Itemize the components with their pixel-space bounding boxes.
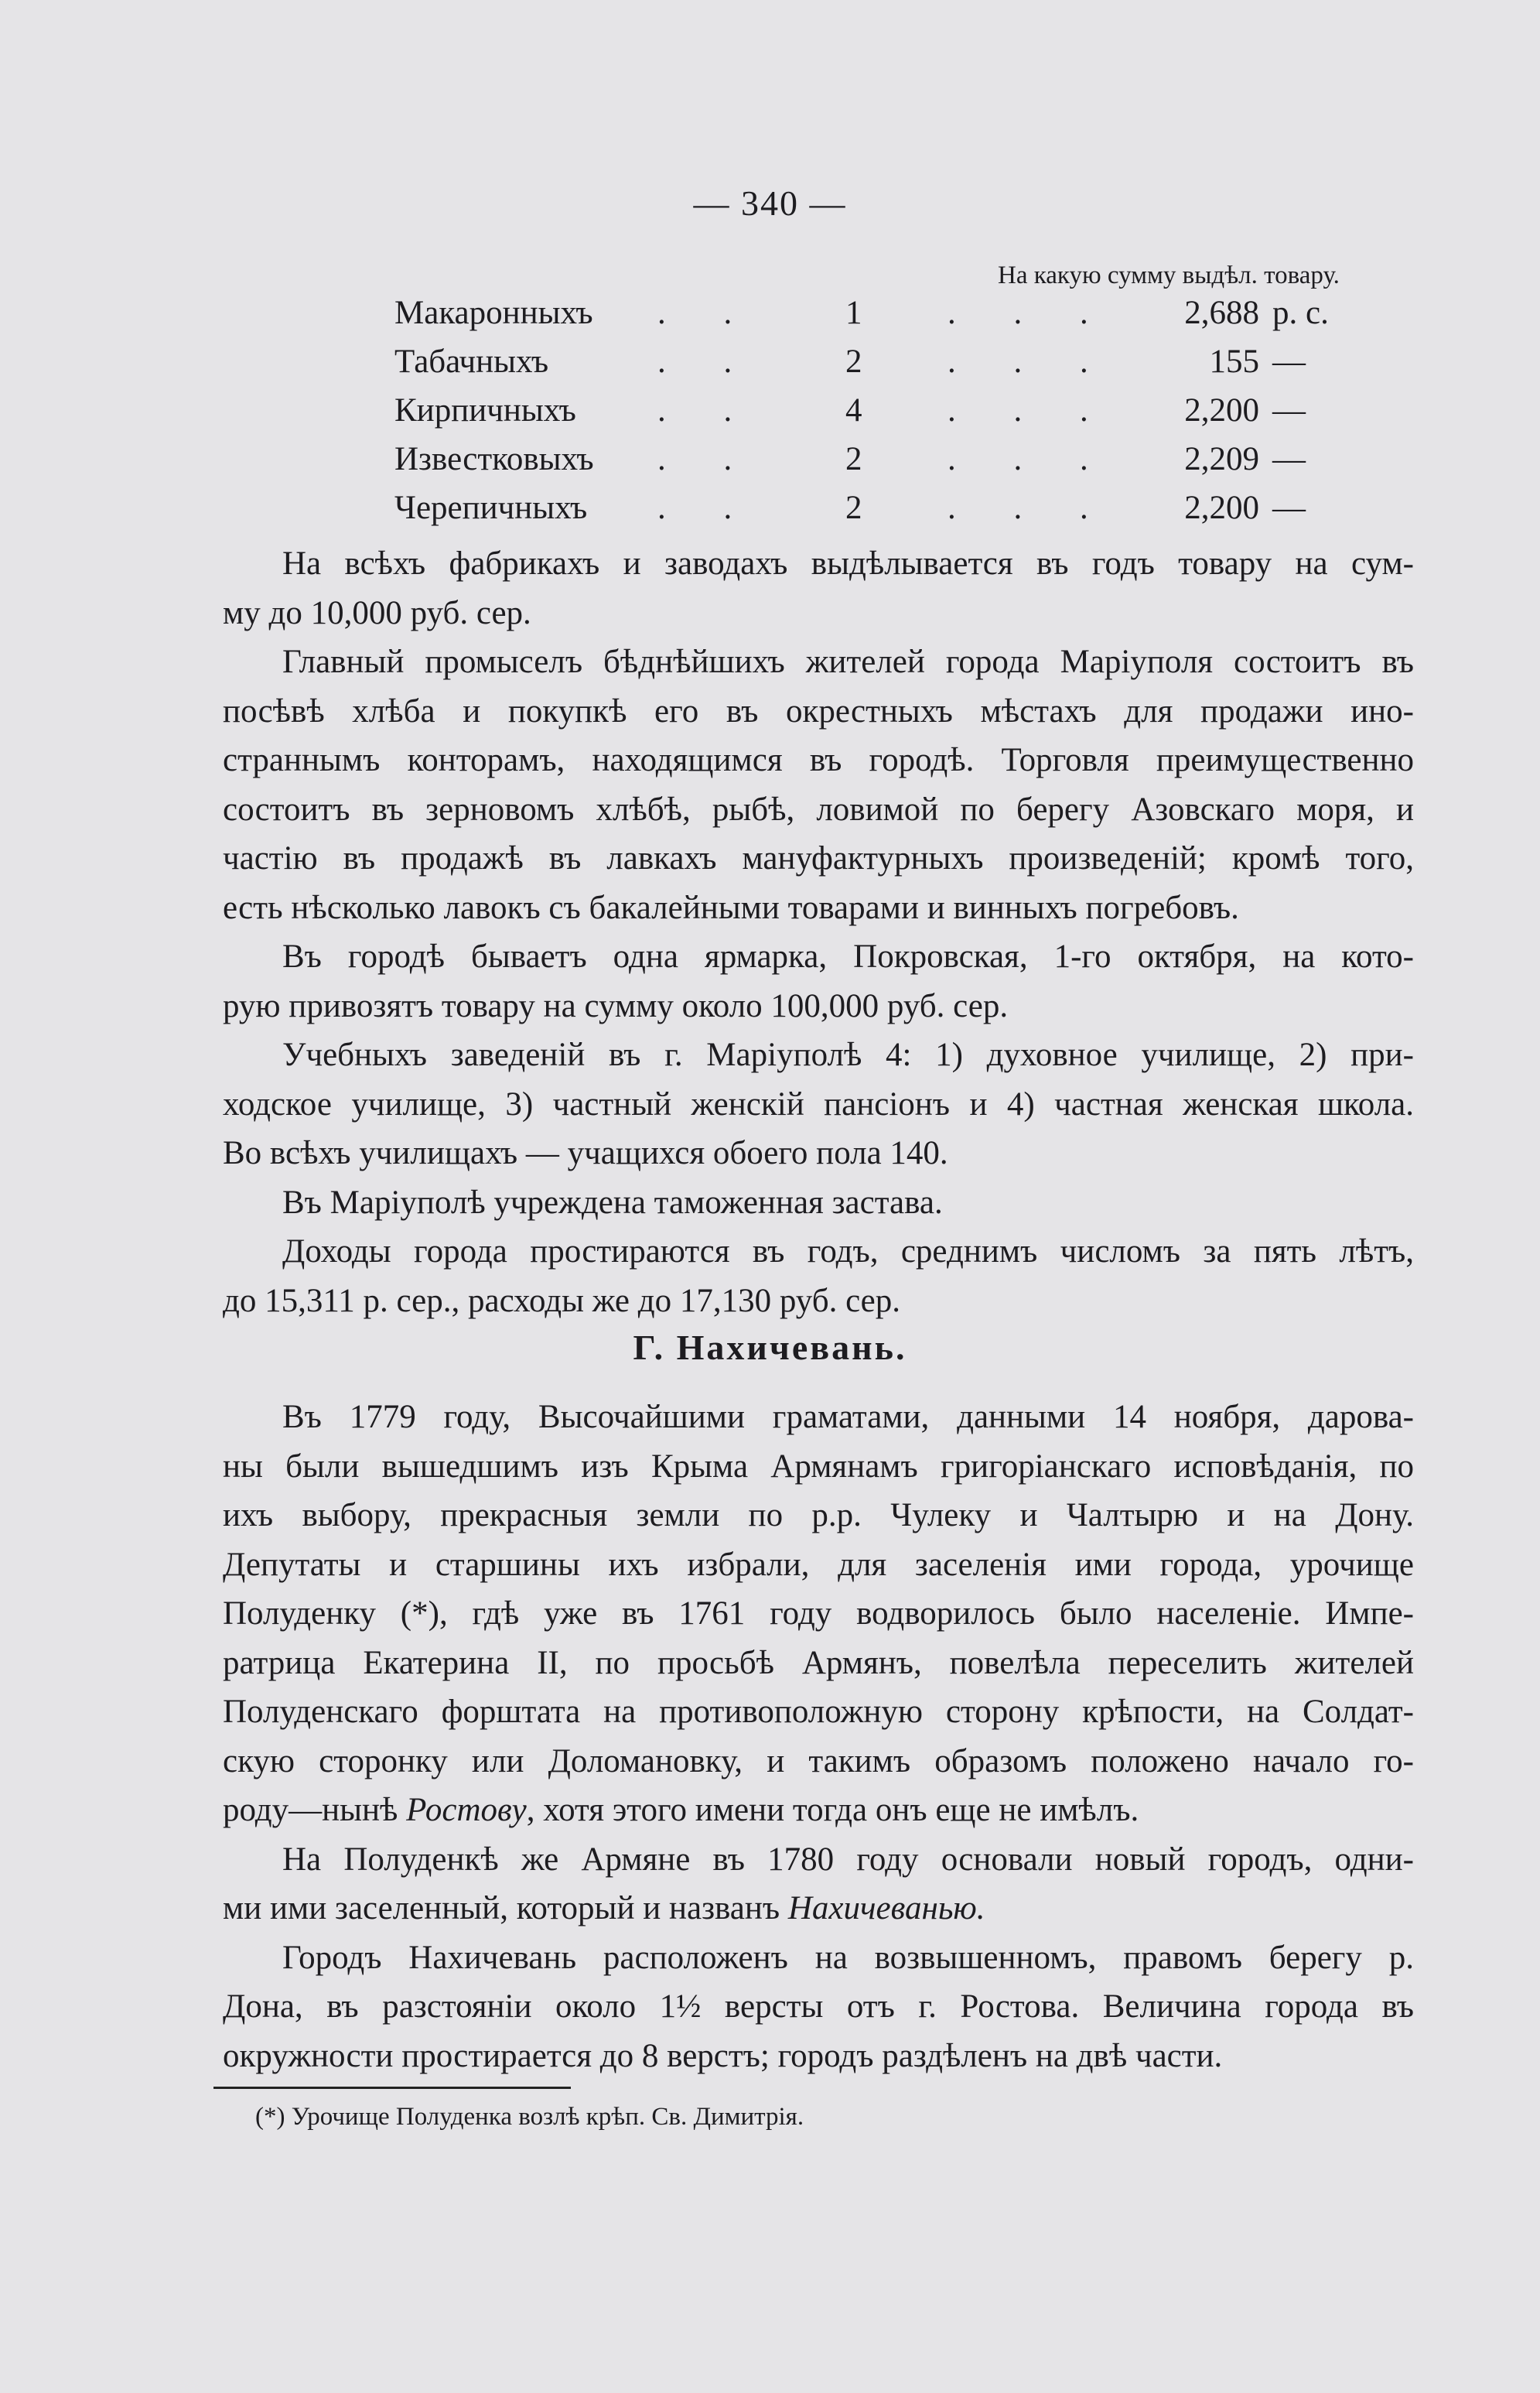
row-count: 2 [845, 441, 862, 477]
row-sum: 2,200 [1184, 490, 1259, 526]
text-line: Полуденскаго форштата на противоположную сторону крѣпости, на Солдат- [223, 1694, 1414, 1730]
text-line: Доходы города простираются въ годъ, среднимъ числомъ за пять лѣтъ, [282, 1233, 1414, 1270]
text-line: Главный промыселъ бѣднѣйшихъ жителей города Маріуполя состоитъ въ [282, 644, 1414, 680]
text-line: рую привозятъ товару на сумму около 100,000 руб. сер. [223, 987, 1009, 1024]
row-count: 2 [845, 344, 862, 380]
text-line: скую сторонку или Доломановку, и такимъ образомъ положено начало го- [223, 1742, 1414, 1779]
table-header: На какую сумму выдѣл. товару. [998, 262, 1340, 289]
text-line: Въ Маріуполѣ учреждена таможенная застава. [282, 1184, 943, 1221]
text-line [223, 1786, 1414, 1835]
row-sum: 2,209 [1184, 441, 1259, 477]
table-row [0, 489, 1540, 537]
table-row [0, 294, 1540, 342]
text-line: му до 10,000 руб. сер. [223, 594, 531, 631]
text-line: состоитъ въ зерновомъ хлѣбѣ, рыбѣ, ловимой по берегу Азовскаго моря, и [223, 791, 1414, 828]
text-line: На всѣхъ фабрикахъ и заводахъ выдѣлывается въ годъ товару на сум- [282, 545, 1414, 582]
row-unit: р. с. [1272, 295, 1329, 331]
page-number: — 340 — [693, 183, 847, 223]
text-line: частію въ продажѣ въ лавкахъ мануфактурныхъ произведеній; кромѣ того, [223, 840, 1414, 877]
footnote: (*) Урочище Полуденка возлѣ крѣп. Св. Димитрія. [255, 2103, 804, 2131]
text-line: ны были вышедшимъ изъ Крыма Армянамъ григоріанскаго исповѣданія, по [223, 1448, 1414, 1485]
leader-dots: . . . [948, 441, 1113, 477]
text-line: ихъ выбору, прекрасныя земли по р.р. Чулеку и Чалтырю и на Дону. [223, 1497, 1414, 1533]
italic-term: Нахичеванью. [787, 1890, 985, 1926]
paragraph [223, 1227, 1414, 1325]
text-run: ми ими заселенный, который и названъ [223, 1890, 788, 1926]
row-unit: — [1272, 490, 1306, 526]
text-line: На Полуденкѣ же Армяне въ 1780 году основали новый городъ, одни- [282, 1841, 1414, 1878]
paragraph [223, 1933, 1414, 2081]
paragraph [223, 1835, 1414, 1933]
leader-dots: . . [657, 441, 757, 477]
text-line: Полуденку (*), гдѣ уже въ 1761 году водворилось было населеніе. Импе- [223, 1595, 1414, 1632]
text-line: Городъ Нахичевань расположенъ на возвышенномъ, правомъ берегу р. [282, 1939, 1414, 1976]
row-count: 4 [845, 392, 862, 429]
text-run: , хотя этого имени тогда онъ еще не имѣлъ. [526, 1792, 1139, 1828]
row-unit: — [1272, 392, 1306, 429]
row-name: Известковыхъ [394, 441, 594, 477]
paragraph [223, 638, 1414, 932]
text-line: Во всѣхъ училищахъ — учащихся обоего пола 140. [223, 1135, 948, 1171]
row-name: Табачныхъ [394, 344, 549, 380]
body-text-mariupol [223, 539, 1414, 1325]
row-name: Макаронныхъ [394, 295, 593, 331]
body-text-nakhichevan [223, 1393, 1414, 2080]
text-line: посѣвѣ хлѣба и покупкѣ его въ окрестныхъ мѣстахъ для продажи ино- [223, 692, 1414, 730]
text-line: Въ 1779 году, Высочайшими граматами, данными 14 ноября, дарова- [282, 1399, 1414, 1435]
paragraph [223, 539, 1414, 638]
leader-dots: . . [657, 490, 757, 526]
table-row [0, 343, 1540, 391]
leader-dots: . . . [948, 392, 1113, 429]
paragraph [223, 1031, 1414, 1178]
row-count: 1 [845, 295, 862, 331]
row-unit: — [1272, 441, 1306, 477]
leader-dots: . . [657, 344, 757, 380]
text-line: ратрица Екатерина II, по просьбѣ Армянъ, повелѣла переселить жителей [223, 1644, 1414, 1681]
paragraph [223, 1178, 1414, 1228]
table-row [0, 440, 1540, 488]
row-name: Кирпичныхъ [394, 392, 576, 429]
text-run: роду—нынѣ [223, 1792, 407, 1828]
text-line: Дона, въ разстояніи около 1½ версты отъ г. Ростова. Величина города въ [223, 1988, 1414, 2025]
text-line: есть нѣсколько лавокъ съ бакалейными товарами и винныхъ погребовъ. [223, 889, 1239, 926]
footnote-rule [213, 2087, 571, 2089]
leader-dots: . . [657, 295, 757, 331]
leader-dots: . . . [948, 490, 1113, 526]
row-unit: — [1272, 344, 1306, 380]
leader-dots: . . [657, 392, 757, 429]
text-line: ходское училище, 3) частный женскій пансіонъ и 4) частная женская школа. [223, 1085, 1414, 1123]
row-name: Черепичныхъ [394, 490, 588, 526]
row-count: 2 [845, 490, 862, 526]
leader-dots: . . . [948, 344, 1113, 380]
text-line: Въ городѣ бываетъ одна ярмарка, Покровская, 1-го октября, на кото- [282, 938, 1414, 975]
text-line [223, 1884, 1414, 1933]
text-line: Депутаты и старшины ихъ избрали, для заселенія ими города, урочище [223, 1546, 1414, 1583]
row-sum: 2,200 [1184, 392, 1259, 429]
row-sum: 155 [1209, 344, 1259, 380]
section-heading: Г. Нахичевань. [633, 1328, 907, 1367]
paragraph [223, 932, 1414, 1031]
italic-term: Ростову [406, 1792, 527, 1828]
table-row [0, 391, 1540, 439]
row-sum: 2,688 [1184, 295, 1259, 331]
text-line: до 15,311 р. сер., расходы же до 17,130 руб. сер. [223, 1282, 901, 1319]
leader-dots: . . . [948, 295, 1113, 331]
paragraph [223, 1393, 1414, 1835]
text-line: страннымъ конторамъ, находящимся въ городѣ. Торговля преимущественно [223, 742, 1414, 778]
text-line: Учебныхъ заведеній въ г. Маріуполѣ 4: 1) духовное училище, 2) при- [282, 1037, 1414, 1073]
text-line: окружности простирается до 8 верстъ; городъ раздѣленъ на двѣ части. [223, 2037, 1223, 2074]
